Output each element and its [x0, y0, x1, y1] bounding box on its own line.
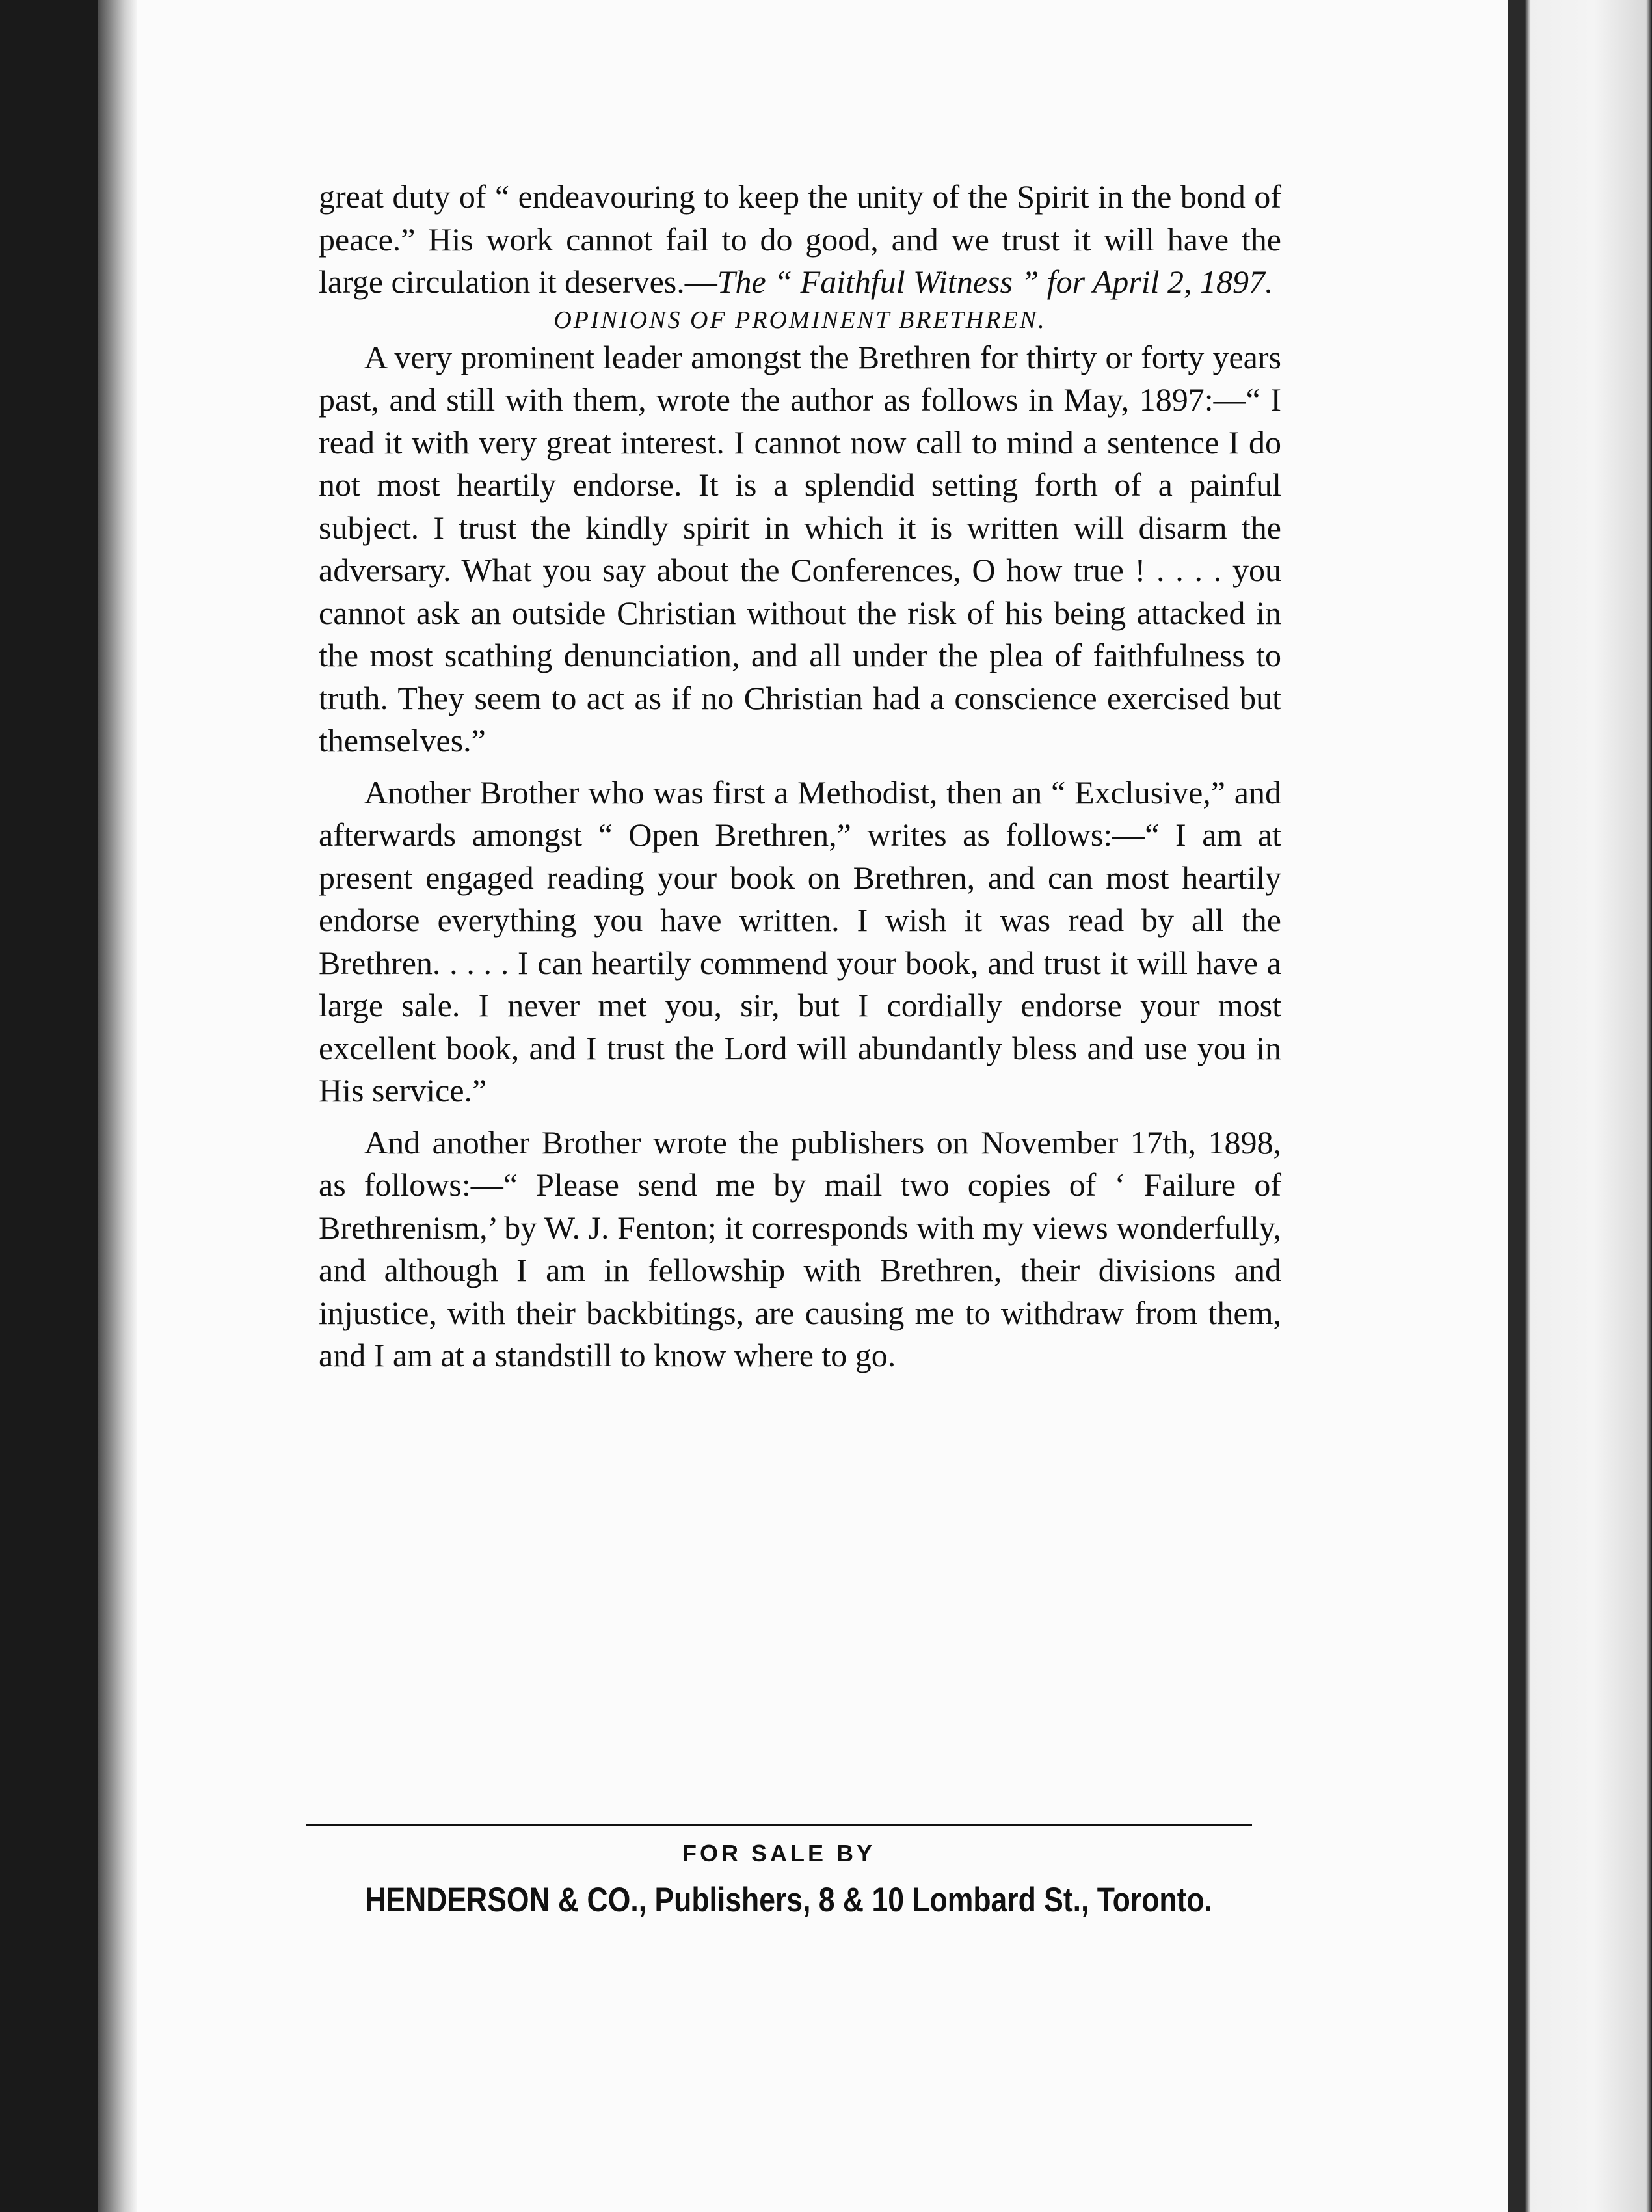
review-closing-paragraph	[319, 176, 1281, 304]
page-text	[319, 176, 1281, 1377]
publisher-imprint: HENDERSON & CO., Publishers, 8 & 10 Lombard St., Toronto.	[365, 1881, 1212, 1919]
scan-binding-left	[0, 0, 98, 2212]
for-sale-by-label: FOR SALE BY	[682, 1840, 875, 1867]
opinion-paragraph-3: And another Brother wrote the publishers on November 17th, 1898, as follows:—“ Please send me by mail two copies of ‘ Failure of Brethrenism,’ by W. J. Fenton; it corresponds with my views wonderfully, and although I am in fellowship with Brethren, their divisions and injustice, with their backbitings, are causing me to withdraw from them, and I am at a standstill to know where to go.	[319, 1124, 1281, 1373]
footer-divider	[306, 1824, 1252, 1826]
opinion-paragraph-2: Another Brother who was first a Methodist, then an “ Exclusive,” and afterwards amongst “ Open Brethren,” writes as follows:—“ I am at present engaged reading your book on Brethren, and can most heartily endorse everything you have written. I wish it was read by all the Brethren. . . . . I can heartily commend your book, and trust it will have a large sale. I never met you, sir, but I cordially endorse your most excellent book, and I trust the Lord will abundantly bless and use you in His service.”	[319, 774, 1281, 1109]
opinion-paragraph-1: A very prominent leader amongst the Brethren for thirty or forty years past, and still with them, wrote the author as follows in May, 1897:—“ I read it with very great interest. I cannot now call to mind a sentence I do not most heartily endorse. It is a splendid setting forth of a painful subject. I trust the kindly spirit in which it is written will disarm the adversary. What you say about the Conferences, O how true ! . . . . you cannot ask an outside Christian without the risk of his being attacked in the most scathing denunciation, and all under the plea of faithfulness to truth. They seem to act as if no Christian had a conscience exercised but themselves.”	[319, 338, 1281, 759]
review-source-citation: The “ Faithful Witness ” for April 2, 1897.	[717, 263, 1273, 300]
review-closing-text: great duty of “ endeavouring to keep the unity of the Spirit in the bond of peace.” His work cannot fail to do good, and we trust it will have the large circulation it deserves.—	[319, 178, 1281, 300]
scan-binding-right	[1508, 0, 1652, 2212]
scan-page-edge-left	[98, 0, 137, 2212]
section-heading: OPINIONS OF PROMINENT BRETHREN.	[553, 306, 1046, 334]
